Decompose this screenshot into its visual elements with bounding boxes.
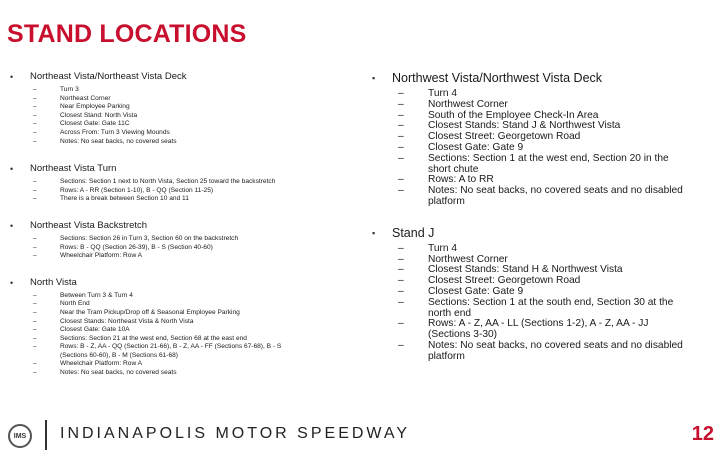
list-item-text: Rows: B - Z, AA - QQ (Section 21-66), B - Z, AA - FF (Sections 67-68), B - S (Sections 60-60), B - M (Sections 61-68)	[60, 343, 282, 359]
dash-icon: –	[398, 88, 404, 99]
bullet-icon: •	[10, 72, 14, 82]
dash-icon: –	[398, 120, 404, 132]
list-item	[30, 360, 340, 369]
section-item-list	[392, 244, 692, 363]
section-heading: Northeast Vista/Northeast Vista Deck	[30, 71, 187, 82]
list-item	[30, 86, 340, 95]
stand-section	[10, 71, 340, 146]
footer-divider	[45, 420, 47, 450]
list-item-text: Closest Street: Georgetown Road	[428, 275, 581, 287]
list-item	[30, 112, 340, 121]
list-item-text: Turn 3	[60, 86, 79, 93]
list-item-text: Rows: B - QQ (Section 26-39), B - S (Section 40-60)	[60, 243, 213, 251]
dash-icon: –	[33, 120, 37, 128]
list-item-text: Closest Stands: Stand J & Northwest Vista	[428, 120, 621, 132]
list-item-text: South of the Employee Check-In Area	[428, 109, 599, 121]
dash-icon: –	[398, 152, 404, 164]
list-item-text: Near Employee Parking	[60, 103, 130, 111]
list-item-text: Sections: Section 1 at the west end, Section 20 in the short chute	[428, 152, 669, 175]
dash-icon: –	[398, 339, 404, 351]
dash-icon: –	[33, 300, 37, 308]
right-column	[372, 71, 692, 363]
list-item	[30, 292, 340, 301]
dash-icon: –	[398, 131, 404, 143]
list-item-text: Between Turn 3 & Turn 4	[60, 291, 133, 299]
dash-icon: –	[33, 234, 37, 242]
section-item-list	[30, 178, 340, 204]
dash-icon: –	[398, 141, 404, 153]
list-item-text: Northwest Corner	[428, 98, 508, 110]
list-item-text: Wheelchair Platform: Row A	[60, 252, 143, 260]
list-item	[30, 138, 340, 147]
list-item	[30, 318, 340, 327]
list-item-text: Northeast Corner	[60, 94, 111, 102]
stand-section	[372, 71, 692, 208]
list-item	[392, 154, 692, 176]
dash-icon: –	[398, 275, 404, 287]
dash-icon: –	[33, 243, 37, 251]
dash-icon: –	[398, 264, 404, 276]
section-item-list	[30, 235, 340, 261]
list-item	[30, 95, 340, 104]
section-heading: Northeast Vista Turn	[30, 163, 117, 175]
dash-icon: –	[33, 343, 37, 351]
list-item-text: Wheelchair Platform: Row A	[60, 360, 143, 368]
dash-icon: –	[33, 360, 37, 368]
list-item	[30, 195, 340, 204]
dash-icon: –	[33, 111, 37, 119]
dash-icon: –	[33, 137, 37, 145]
section-heading-row	[10, 277, 340, 289]
dash-icon: –	[33, 291, 37, 299]
section-item-list	[392, 89, 692, 208]
section-heading-row	[10, 220, 340, 232]
section-heading: Northeast Vista Backstretch	[30, 219, 148, 231]
list-item	[30, 326, 340, 335]
bullet-icon: ▪	[372, 227, 376, 238]
list-item-text: Northwest Corner	[428, 253, 508, 265]
section-heading: Northwest Vista/Northwest Vista Deck	[392, 71, 603, 85]
list-item	[392, 341, 692, 363]
list-item	[392, 186, 692, 208]
dash-icon: –	[398, 253, 404, 265]
list-item-text: Notes: No seat backs, no covered seats	[60, 369, 177, 377]
list-item-text: Rows: A - Z, AA - LL (Sections 1-2), A - Z, AA - JJ (Sections 3-30)	[428, 318, 649, 341]
list-item-text: Closest Stand: North Vista	[60, 111, 138, 119]
dash-icon: –	[33, 326, 37, 334]
list-item	[30, 335, 340, 344]
dash-icon: –	[398, 174, 404, 186]
list-item-text: Rows: A - RR (Section 1-10), B - QQ (Section 11-25)	[60, 186, 214, 194]
dash-icon: –	[398, 109, 404, 121]
dash-icon: –	[33, 178, 37, 186]
list-item-text: Turn 4	[428, 242, 458, 254]
dash-icon: –	[33, 195, 37, 203]
list-item-text: Closest Stands: Stand H & Northwest Vista	[428, 264, 623, 276]
list-item-text: Notes: No seat backs, no covered seats	[60, 137, 177, 145]
list-item	[30, 244, 340, 253]
bullet-icon: •	[10, 277, 14, 288]
list-item-text: Turn 4	[428, 88, 458, 99]
section-heading-row	[10, 163, 340, 175]
list-item-text: There is a break between Section 10 and 11	[60, 195, 189, 203]
list-item	[30, 178, 340, 187]
dash-icon: –	[398, 318, 404, 330]
list-item	[392, 244, 692, 255]
section-heading: Stand J	[392, 225, 435, 240]
dash-icon: –	[33, 308, 37, 316]
section-heading-row	[10, 71, 340, 83]
stand-section	[10, 277, 340, 378]
list-item-text: North End	[60, 300, 90, 308]
list-item-text: Closest Street: Georgetown Road	[428, 131, 581, 143]
dash-icon: –	[33, 369, 37, 377]
bullet-icon: •	[10, 164, 14, 175]
bullet-icon: •	[10, 220, 14, 231]
list-item	[30, 369, 340, 378]
list-item	[30, 252, 340, 261]
list-item	[30, 309, 340, 318]
stand-section	[10, 220, 340, 261]
dash-icon: –	[398, 185, 404, 197]
list-item-text: Across From: Turn 3 Viewing Mounds	[60, 128, 170, 136]
page-number: 12	[691, 423, 714, 445]
dash-icon: –	[398, 285, 404, 297]
list-item	[30, 120, 340, 129]
dash-icon: –	[33, 334, 37, 342]
list-item-text: Rows: A to RR	[428, 174, 494, 186]
section-heading-row	[372, 71, 692, 86]
section-heading-row	[372, 226, 692, 241]
section-heading: North Vista	[30, 276, 77, 288]
section-item-list	[30, 292, 340, 378]
list-item-text: Sections: Section 1 next to North Vista, Section 25 toward the backstretch	[60, 178, 276, 186]
page-title: STAND LOCATIONS	[7, 20, 247, 48]
dash-icon: –	[33, 86, 37, 93]
list-item-text: Closest Gate: Gate 11C	[60, 120, 130, 128]
list-item-text: Near the Tram Pickup/Drop off & Seasonal Employee Parking	[60, 308, 240, 316]
list-item	[30, 300, 340, 309]
dash-icon: –	[33, 186, 37, 194]
left-column	[10, 71, 340, 378]
list-item	[392, 298, 692, 320]
list-item	[30, 187, 340, 196]
bullet-icon: ▪	[372, 73, 376, 83]
stand-section	[10, 163, 340, 204]
list-item-text: Notes: No seat backs, no covered seats and no disabled platform	[428, 339, 683, 362]
dash-icon: –	[33, 317, 37, 325]
list-item	[30, 235, 340, 244]
dash-icon: –	[33, 103, 37, 111]
list-item-text: Closest Stands: Northeast Vista & North Vista	[60, 317, 194, 325]
list-item-text: Sections: Section 26 in Turn 3, Section 60 on the backstretch	[60, 234, 239, 242]
section-item-list	[30, 86, 340, 146]
list-item	[30, 129, 340, 138]
dash-icon: –	[33, 252, 37, 260]
dash-icon: –	[398, 296, 404, 308]
dash-icon: –	[33, 94, 37, 102]
list-item-text: Closest Gate: Gate 9	[428, 141, 524, 153]
dash-icon: –	[398, 242, 404, 254]
dash-icon: –	[398, 98, 404, 110]
list-item	[30, 343, 340, 360]
dash-icon: –	[33, 128, 37, 136]
list-item-text: Closest Gate: Gate 10A	[60, 326, 130, 334]
list-item	[392, 100, 692, 111]
list-item	[30, 103, 340, 112]
stand-section	[372, 226, 692, 363]
ims-logo: IMS	[8, 424, 32, 448]
list-item-text: Notes: No seat backs, no covered seats and no disabled platform	[428, 185, 683, 207]
list-item-text: Closest Gate: Gate 9	[428, 285, 524, 297]
list-item	[392, 319, 692, 341]
list-item-text: Sections: Section 1 at the south end, Section 30 at the north end	[428, 296, 674, 319]
list-item-text: Sections: Section 21 at the west end, Section 68 at the east end	[60, 334, 247, 342]
footer-org-name: INDIANAPOLIS MOTOR SPEEDWAY	[60, 425, 411, 442]
